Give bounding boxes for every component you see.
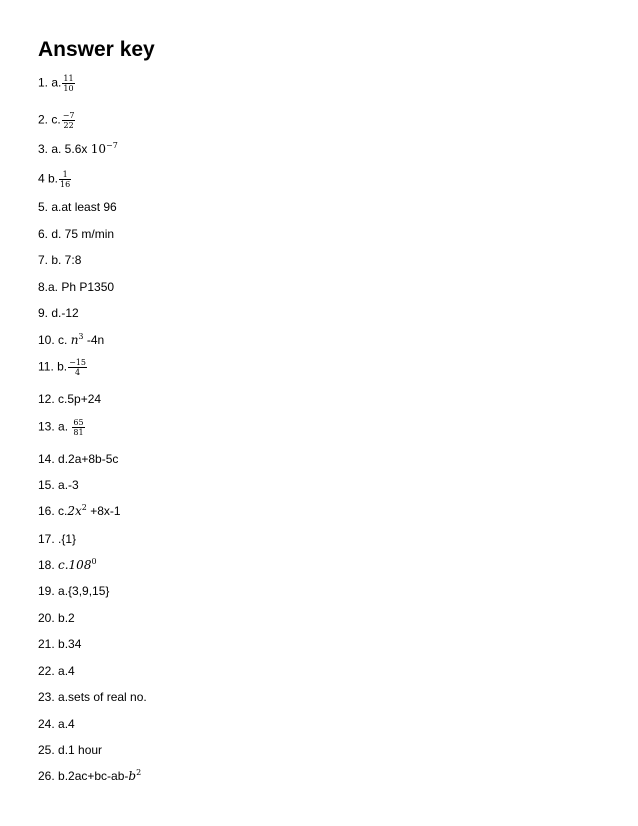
answer-9: 9. d.-12 — [38, 306, 79, 320]
answer-label: 18. — [38, 558, 59, 572]
answer-3 — [38, 142, 118, 156]
fraction-numerator: 11 — [63, 74, 74, 83]
answer-rest: -4n — [83, 333, 105, 347]
fraction — [72, 418, 84, 437]
fraction-denominator: 22 — [63, 121, 74, 130]
power-base: b — [128, 769, 137, 783]
fraction-numerator: −7 — [62, 111, 75, 120]
answer-26 — [38, 769, 141, 783]
answer-label: 1. a. — [38, 75, 62, 90]
power-exponent: 2 — [136, 768, 142, 777]
fraction-denominator: 81 — [73, 428, 84, 437]
answer-4 — [38, 170, 72, 189]
answer-6: 6. d. 75 m/min — [38, 227, 115, 241]
answer-11 — [38, 358, 88, 377]
answer-18 — [38, 558, 97, 572]
fraction-denominator: 4 — [75, 368, 81, 377]
answer-13 — [38, 418, 86, 437]
power-base: 2x — [67, 504, 82, 518]
answer-16 — [38, 504, 121, 518]
answer-20: 20. b.2 — [38, 611, 75, 625]
power-base: c.108 — [58, 558, 92, 572]
answer-22: 22. a.4 — [38, 664, 75, 678]
answer-label: 16. c. — [38, 504, 68, 518]
fraction — [62, 111, 76, 130]
answer-14: 14. d.2a+8b-5c — [38, 452, 119, 466]
answer-19: 19. a.{3,9,15} — [38, 584, 110, 598]
answer-label: 2. c. — [38, 112, 61, 127]
answer-label: 11. b. — [38, 359, 68, 374]
answer-rest: +8x-1 — [86, 504, 121, 518]
answer-17: 17. .{1} — [38, 532, 77, 546]
answer-15: 15. a.-3 — [38, 478, 79, 492]
answer-label: 4 b. — [38, 171, 59, 186]
answer-label: 10. c. — [38, 333, 71, 347]
answer-24: 24. a.4 — [38, 717, 75, 731]
power-exponent: 3 — [78, 332, 84, 341]
answer-7: 7. b. 7:8 — [38, 253, 82, 267]
power-base: n — [70, 333, 79, 347]
fraction-denominator: 10 — [63, 84, 74, 93]
power-exponent: −7 — [105, 141, 118, 150]
answer-23: 23. a.sets of real no. — [38, 690, 147, 704]
answer-10 — [38, 333, 104, 347]
answer-2 — [38, 111, 76, 130]
fraction-denominator: 16 — [60, 180, 71, 189]
fraction — [59, 170, 71, 189]
power-exponent: 0 — [91, 557, 97, 566]
fraction — [68, 358, 87, 377]
fraction — [62, 74, 74, 93]
answer-label: 26. b.2ac+bc-ab- — [38, 769, 129, 783]
fraction-numerator: 1 — [59, 170, 71, 180]
answer-label: 3. a. 5.6x — [38, 142, 91, 156]
answer-label: 13. a. — [38, 419, 72, 434]
answer-21: 21. b.34 — [38, 637, 82, 651]
answer-1 — [38, 74, 76, 93]
fraction-numerator: 65 — [73, 418, 84, 427]
answer-5: 5. a.at least 96 — [38, 200, 117, 214]
answer-12: 12. c.5p+24 — [38, 392, 102, 406]
answer-25: 25. d.1 hour — [38, 743, 103, 757]
page-title: Answer key — [38, 38, 155, 61]
power-base: 10 — [90, 142, 106, 156]
power-exponent: 2 — [81, 503, 87, 512]
fraction-numerator: −15 — [69, 358, 87, 367]
answer-8: 8.a. Ph P1350 — [38, 280, 115, 294]
